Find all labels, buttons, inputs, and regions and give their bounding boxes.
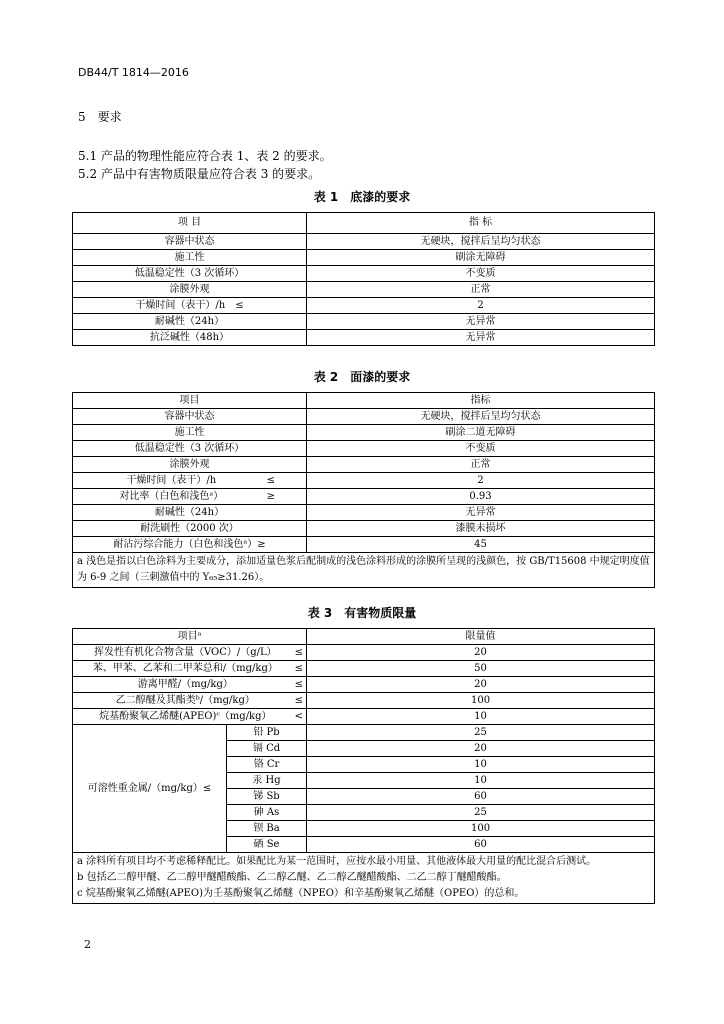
table1-value: 无硬块，搅拌后呈均匀状态	[307, 234, 655, 250]
table-row	[73, 425, 655, 441]
metal-name: 砷 As	[227, 805, 307, 821]
table-row	[73, 298, 655, 314]
table1-item: 低温稳定性（3 次循环）	[73, 266, 307, 282]
table2-limit: ≤	[266, 474, 275, 486]
table3-limit: ≤	[294, 646, 304, 658]
table1-value: 正常	[307, 282, 655, 298]
metal-value: 25	[307, 805, 655, 821]
table3-note-b: b 包括乙二醇甲醚、乙二醇甲醚醋酸酯、乙二醇乙醚、乙二醇乙醚醋酸酯、二乙二醇丁醚醋酸酯。	[77, 872, 507, 883]
metal-value: 60	[307, 837, 655, 853]
table2-header-item: 项目	[73, 393, 307, 409]
table3-item: 烷基酚聚氧乙烯醚(APEO)ᶜ（mg/kg）	[99, 710, 272, 722]
table2-value: 0.93	[307, 489, 655, 505]
section-title: 5 要求	[78, 110, 122, 124]
table-row	[73, 234, 655, 250]
table2-value: 刷涂二道无障碍	[307, 425, 655, 441]
table2-header-value: 指标	[307, 393, 655, 409]
metal-value: 20	[307, 741, 655, 757]
table-row	[73, 521, 655, 537]
table2-item: 干燥时间（表干）/h	[126, 474, 217, 486]
table-row	[73, 441, 655, 457]
table1-caption: 表 1 底漆的要求	[313, 190, 411, 204]
table3-limit: ≤	[294, 694, 304, 706]
table-row	[73, 725, 655, 741]
table2-value: 无异常	[307, 505, 655, 521]
table1-value: 无异常	[307, 330, 655, 346]
table3-limit: <	[294, 710, 304, 722]
table2-item: 对比率（白色和浅色ᵃ）	[119, 490, 224, 502]
table3-header-value: 限量值	[307, 629, 655, 645]
table-row	[73, 473, 655, 489]
table1-value: 2	[307, 298, 655, 314]
table1	[72, 212, 655, 346]
table2-limit: ≥	[266, 490, 275, 502]
table3-value: 50	[307, 661, 655, 677]
table3-note-c: c 烷基酚聚氧乙烯醚(APEO)为壬基酚聚氧乙烯醚（NPEO）和辛基酚聚氧乙烯醚（OPEO）的总和。	[77, 888, 525, 899]
table3-header-item: 项目ᵃ	[73, 629, 307, 645]
table3-item: 苯、甲苯、乙苯和二甲苯总和/（mg/kg）	[92, 662, 278, 674]
table2-value: 2	[307, 473, 655, 489]
table3-value: 100	[307, 693, 655, 709]
metal-value: 10	[307, 773, 655, 789]
table1-header-value: 指 标	[307, 213, 655, 234]
table2-item: 涂膜外观	[169, 458, 210, 470]
document-header: DB44/T 1814—2016	[78, 66, 189, 79]
table-row	[73, 457, 655, 473]
table1-value: 刷涂无障碍	[307, 250, 655, 266]
table1-item: 施工性	[73, 250, 307, 266]
table-row	[73, 661, 655, 677]
table2-item: 容器中状态	[164, 410, 215, 422]
table-row	[73, 505, 655, 521]
table1-item: 干燥时间（表干）/h ≤	[73, 298, 307, 314]
metal-name: 铬 Cr	[227, 757, 307, 773]
table1-value: 不变质	[307, 266, 655, 282]
metal-name: 锑 Sb	[227, 789, 307, 805]
table2-item: 低温稳定性（3 次循环）	[134, 442, 245, 454]
table1-header-item: 项 目	[73, 213, 307, 234]
table-row	[73, 282, 655, 298]
table3-caption: 表 3 有害物质限量	[307, 606, 417, 620]
table1-item: 抗泛碱性（48h）	[73, 330, 307, 346]
page-number: 2	[84, 938, 91, 951]
metal-name: 硒 Se	[227, 837, 307, 853]
metal-name: 钡 Ba	[227, 821, 307, 837]
table3-limit: ≤	[294, 662, 304, 674]
table2-value: 不变质	[307, 441, 655, 457]
table2-item: 耐沾污综合能力（白色和浅色ᵃ）≥	[113, 538, 266, 550]
table2-item: 耐洗刷性（2000 次）	[140, 522, 239, 534]
table-row	[73, 409, 655, 425]
table2	[72, 392, 655, 588]
table2-header-row	[73, 393, 655, 409]
metal-value: 100	[307, 821, 655, 837]
table3-note-a: a 涂料所有项目均不考虑稀释配比。如果配比为某一范围时，应按水最小用量、其他液体最大用量的配比混合后测试。	[77, 856, 597, 867]
table2-item: 施工性	[174, 426, 205, 438]
metal-value: 10	[307, 757, 655, 773]
table1-item: 容器中状态	[73, 234, 307, 250]
paragraph-5-1: 5.1 产品的物理性能应符合表 1、表 2 的要求。	[78, 149, 332, 163]
table-row	[73, 645, 655, 661]
table2-value: 无硬块，搅拌后呈均匀状态	[307, 409, 655, 425]
table-row	[73, 693, 655, 709]
table2-value: 正常	[307, 457, 655, 473]
table-row	[73, 489, 655, 505]
table-row	[73, 330, 655, 346]
table2-caption: 表 2 面漆的要求	[313, 370, 411, 384]
metal-value: 60	[307, 789, 655, 805]
table3-item: 乙二醇醚及其酯类ᵇ/（mg/kg）	[115, 694, 255, 706]
metal-name: 铅 Pb	[227, 725, 307, 741]
metal-value: 25	[307, 725, 655, 741]
table-row	[73, 314, 655, 330]
table-row	[73, 537, 655, 553]
table3-notes-row	[73, 853, 655, 904]
table3-header-row	[73, 629, 655, 645]
metal-name: 汞 Hg	[227, 773, 307, 789]
table-row	[73, 709, 655, 725]
table3-item: 游离甲醛/（mg/kg）	[137, 678, 233, 690]
table1-item: 涂膜外观	[73, 282, 307, 298]
table-row	[73, 677, 655, 693]
table3-item: 挥发性有机化合物含量（VOC）/（g/L）	[93, 646, 277, 658]
table3	[72, 628, 655, 904]
table3-value: 20	[307, 645, 655, 661]
table3-value: 20	[307, 677, 655, 693]
table1-header-row	[73, 213, 655, 234]
table3-limit: ≤	[294, 678, 304, 690]
metal-name: 镉 Cd	[227, 741, 307, 757]
table-row	[73, 266, 655, 282]
table2-value: 45	[307, 537, 655, 553]
table1-item: 耐碱性（24h）	[73, 314, 307, 330]
table3-metals-label: 可溶性重金属/（mg/kg）≤	[73, 725, 227, 853]
paragraph-5-2: 5.2 产品中有害物质限量应符合表 3 的要求。	[78, 167, 321, 181]
table2-value: 漆膜未损坏	[307, 521, 655, 537]
table2-item: 耐碱性（24h）	[154, 506, 225, 518]
table2-note: a 浅色是指以白色涂料为主要成分，添加适量色浆后配制成的浅色涂料形成的涂膜所呈现的浅颜色，按 GB/T15608 中规定明度值为 6-9 之间（三刺激值中的 Y₆₅≥31.26）。	[73, 553, 655, 588]
table1-value: 无异常	[307, 314, 655, 330]
table3-value: 10	[307, 709, 655, 725]
table2-note-row	[73, 553, 655, 588]
table-row	[73, 250, 655, 266]
